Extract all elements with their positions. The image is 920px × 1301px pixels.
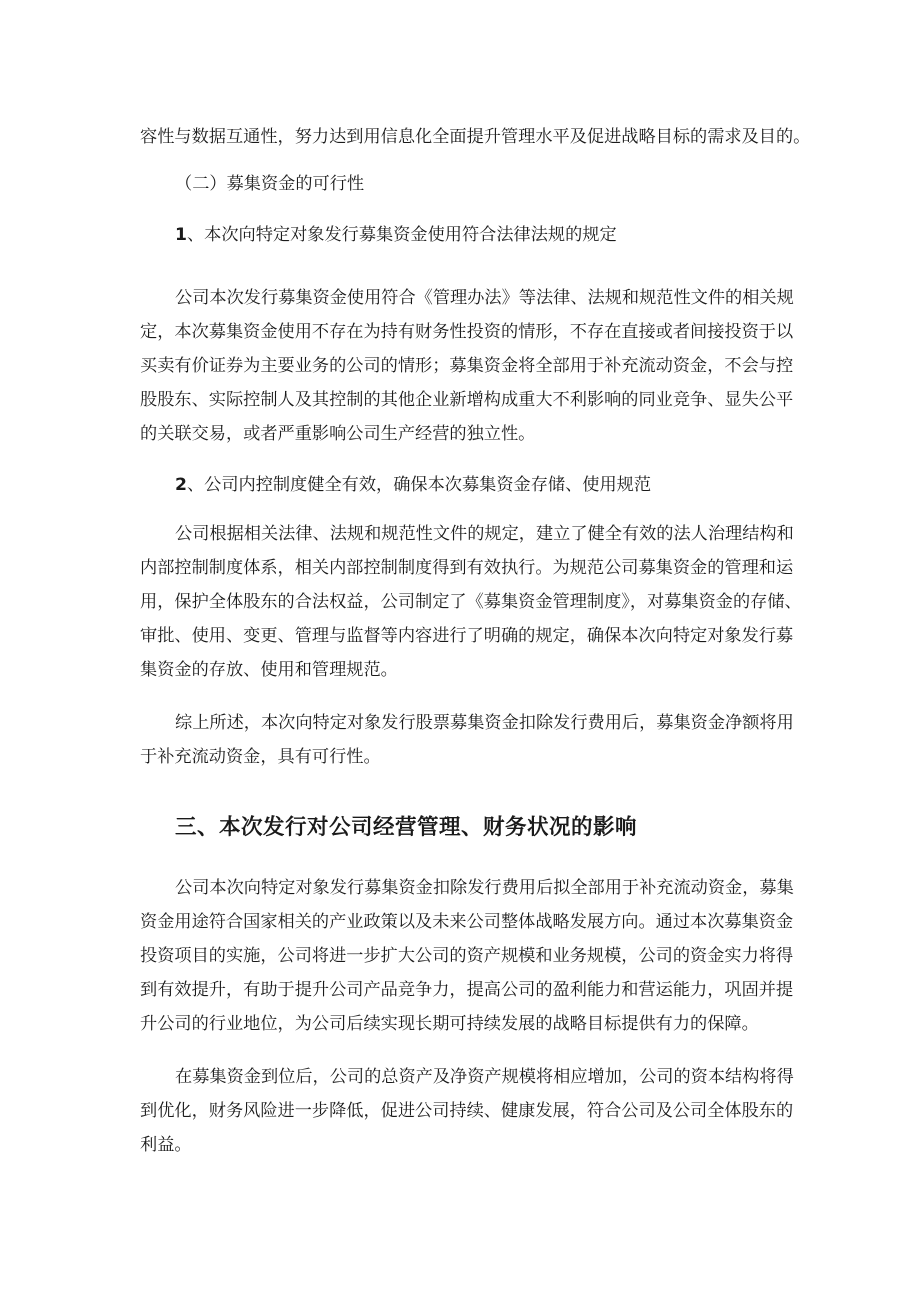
paragraph-line: 买卖有价证券为主要业务的公司的情形；募集资金将全部用于补充流动资金，不会与控 (140, 356, 794, 376)
item-number: 1 (175, 225, 187, 245)
paragraph-line: 升公司的行业地位，为公司后续实现长期可持续发展的战略目标提供有力的保障。 (140, 1014, 759, 1034)
paragraph-line: 到有效提升，有助于提升公司产品竞争力，提高公司的盈利能力和营运能力，巩固并提 (140, 980, 794, 1000)
paragraph-line: 公司根据相关法律、法规和规范性文件的规定，建立了健全有效的法人治理结构和 (175, 524, 794, 544)
paragraph-line: 利益。 (140, 1135, 192, 1155)
item-heading-2 (175, 475, 651, 495)
paragraph-line: 在募集资金到位后，公司的总资产及净资产规模将相应增加，公司的资本结构将得 (175, 1067, 794, 1087)
paragraph-line: 资金用途符合国家相关的产业政策以及未来公司整体战略发展方向。通过本次募集资金 (140, 912, 794, 932)
paragraph-line: 公司本次向特定对象发行募集资金扣除发行费用后拟全部用于补充流动资金，募集 (175, 878, 794, 898)
paragraph-line: 于补充流动资金，具有可行性。 (140, 747, 381, 767)
section-heading: 三、本次发行对公司经营管理、财务状况的影响 (175, 815, 638, 840)
sub-heading: （二）募集资金的可行性 (175, 174, 365, 194)
item-heading-1 (175, 225, 617, 245)
paragraph-line: 内部控制制度体系，相关内部控制制度得到有效执行。为规范公司募集资金的管理和运 (140, 558, 794, 578)
paragraph-line: 投资项目的实施，公司将进一步扩大公司的资产规模和业务规模，公司的资金实力将得 (140, 946, 794, 966)
item-title: 、公司内控制度健全有效，确保本次募集资金存储、使用规范 (186, 475, 652, 495)
paragraph-line: 审批、使用、变更、管理与监督等内容进行了明确的规定，确保本次向特定对象发行募 (140, 626, 794, 646)
paragraph-line: 集资金的存放、使用和管理规范。 (140, 660, 398, 680)
paragraph-line: 的关联交易，或者严重影响公司生产经营的独立性。 (140, 424, 536, 444)
paragraph-line: 到优化，财务风险进一步降低，促进公司持续、健康发展，符合公司及公司全体股东的 (140, 1101, 794, 1121)
paragraph-line: 定，本次募集资金使用不存在为持有财务性投资的情形，不存在直接或者间接投资于以 (140, 322, 794, 342)
paragraph-line: 用，保护全体股东的合法权益，公司制定了《募集资金管理制度》，对募集资金的存储、 (140, 592, 802, 612)
paragraph-line: 股股东、实际控制人及其控制的其他企业新增构成重大不利影响的同业竞争、显失公平 (140, 390, 794, 410)
paragraph-line: 综上所述，本次向特定对象发行股票募集资金扣除发行费用后，募集资金净额将用 (175, 713, 794, 733)
item-number: 2 (175, 475, 187, 495)
paragraph-line: 容性与数据互通性，努力达到用信息化全面提升管理水平及促进战略目标的需求及目的。 (140, 127, 811, 147)
item-title: 、本次向特定对象发行募集资金使用符合法律法规的规定 (186, 225, 617, 245)
paragraph-line: 公司本次发行募集资金使用符合《管理办法》等法律、法规和规范性文件的相关规 (175, 288, 794, 308)
